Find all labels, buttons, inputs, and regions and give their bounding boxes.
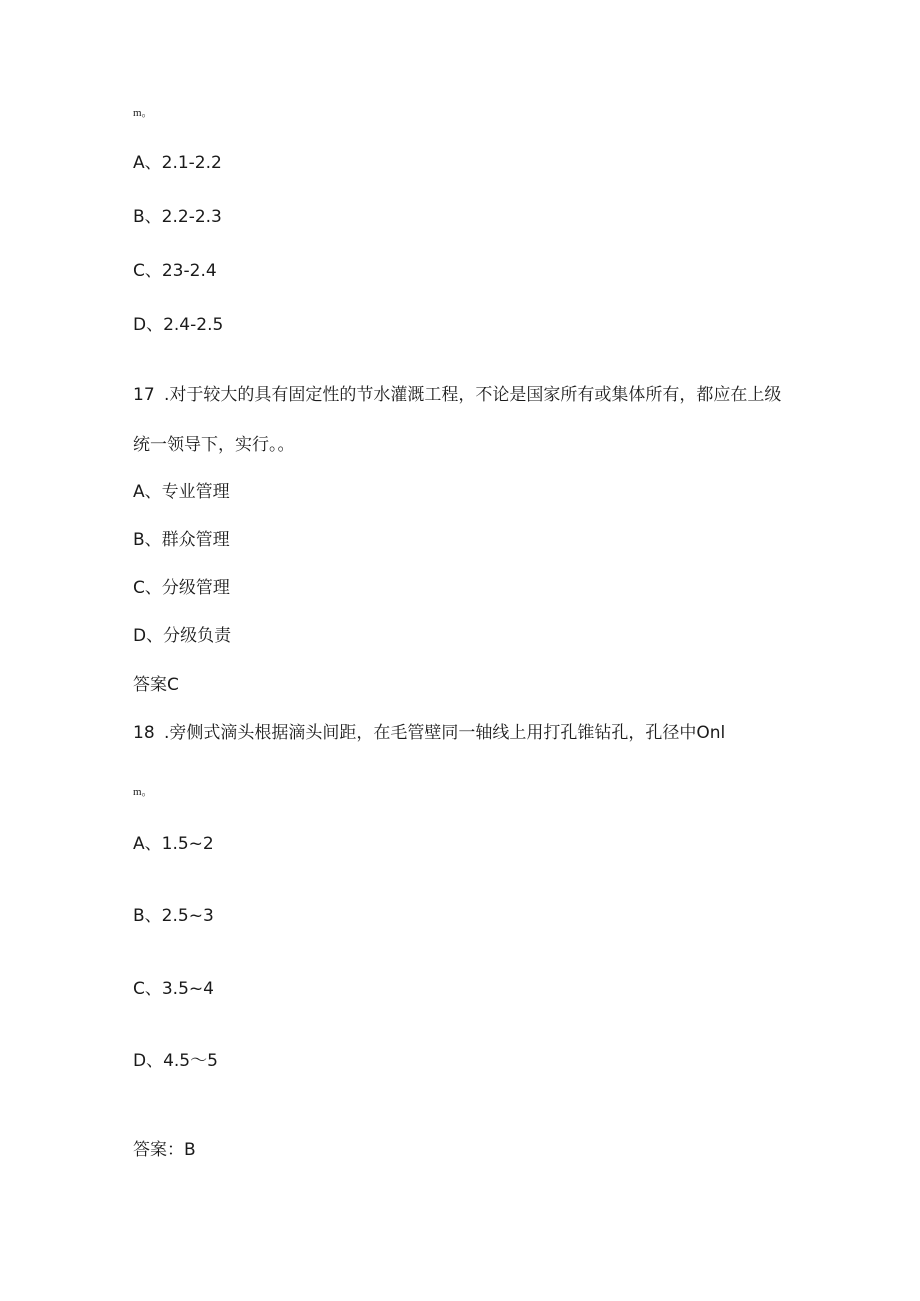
q16-option-a: A、2.1-2.2 — [133, 153, 222, 173]
q16-option-c: C、23-2.4 — [133, 261, 217, 281]
q17-option-a: A、专业管理 — [133, 482, 230, 502]
q18-number: 18 — [133, 723, 155, 743]
q18-text-line1: .旁侧式滴头根据滴头间距，在毛管壁同一轴线上用打孔锥钻孔，孔径中Onl — [164, 723, 726, 743]
q17-option-d: D、分级负责 — [133, 626, 232, 646]
q17-option-c: C、分级管理 — [133, 578, 230, 598]
q17-answer: 答案C — [133, 675, 179, 695]
q18-unit-line: m。 — [133, 786, 153, 798]
q16-option-d: D、2.4-2.5 — [133, 315, 224, 335]
q17-question-line1 — [133, 384, 781, 406]
q18-option-a: A、1.5~2 — [133, 834, 214, 854]
q18-option-b: B、2.5~3 — [133, 906, 214, 926]
q18-option-d: D、4.5～5 — [133, 1051, 218, 1071]
q17-option-b: B、群众管理 — [133, 530, 230, 550]
q16-option-b: B、2.2-2.3 — [133, 207, 222, 227]
q18-option-c: C、3.5~4 — [133, 979, 214, 999]
q18-question-line1 — [133, 722, 725, 744]
q17-text-line2: 统一领导下，实行。。 — [133, 435, 295, 455]
q16-unit-line: m。 — [133, 107, 153, 119]
q17-text-line1: .对于较大的具有固定性的节水灌溉工程，不论是国家所有或集体所有，都应在上级 — [164, 385, 782, 405]
q18-answer: 答案：B — [133, 1140, 196, 1160]
q17-number: 17 — [133, 385, 155, 405]
